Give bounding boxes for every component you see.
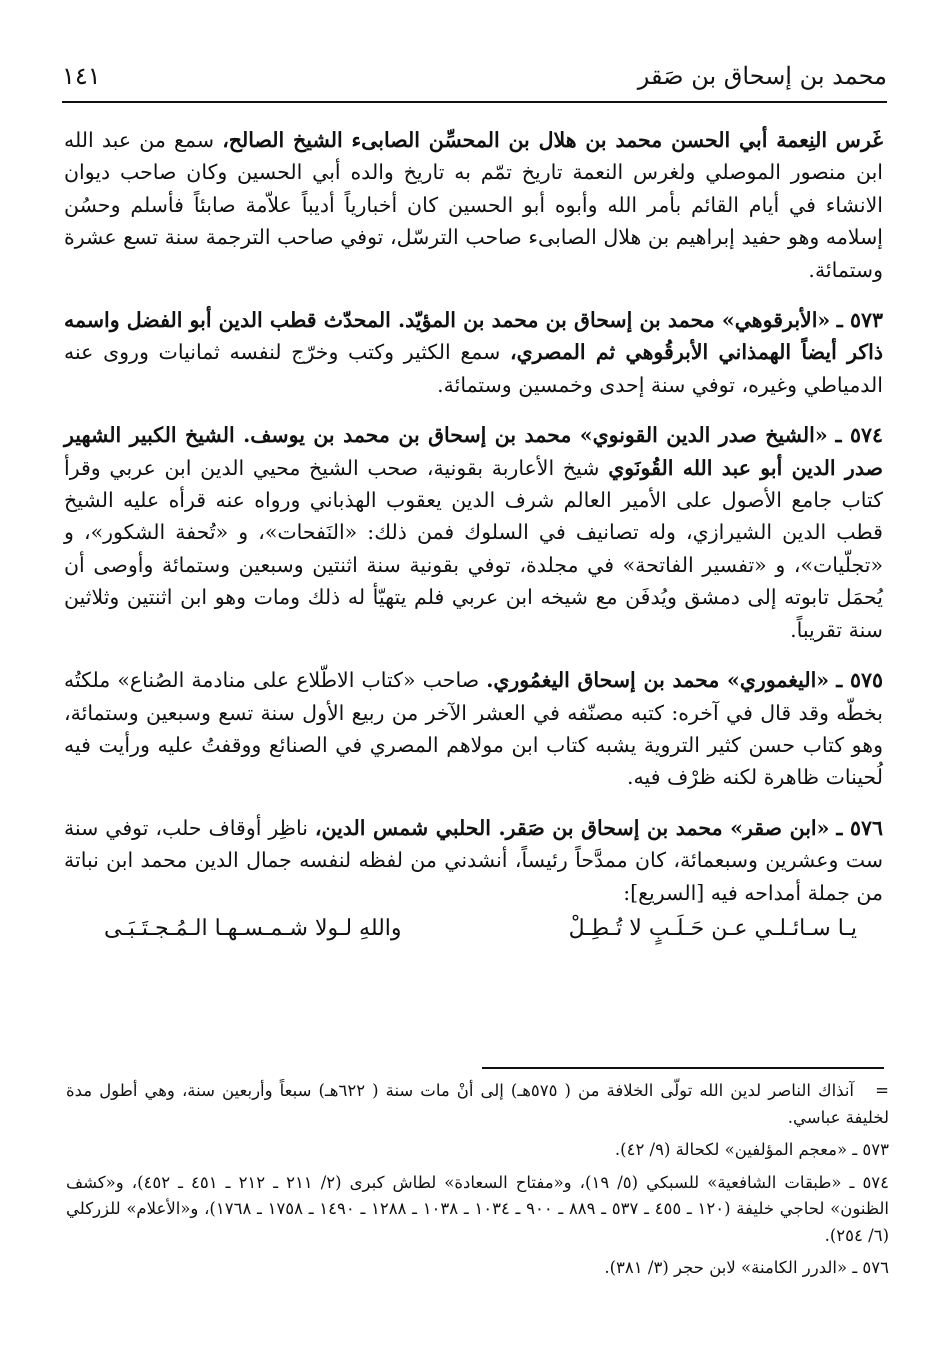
footnote-576: ٥٧٦ ـ «الدرر الكامنة» لابن حجر (٣/ ٣٨١). (604, 1258, 889, 1277)
entry-heading: «ابن صقر» محمد بن إسحاق بن صَقر. الحلبي شمس الدين، (314, 815, 830, 840)
header-rule (62, 101, 887, 103)
entry-continuation (64, 124, 883, 286)
poem-verse (104, 913, 857, 945)
entry-heading: غَرس النِعمة أبي الحسن محمد بن هلال بن المحسِّن الصابىء الشيخ الصالح، (222, 128, 883, 152)
entry-576 (64, 812, 883, 909)
footnotes (66, 1078, 889, 1288)
entry-574 (64, 419, 883, 646)
entry-heading: «اليغموري» محمد بن إسحاق اليغمُوري. (486, 668, 830, 693)
entry-heading: «الأبرقوهي» محمد بن إسحاق بن محمد بن المؤيّد. المحدّث قطب الدين أبو الفضل واسمه ذاكر أيضاً الهمذاني الأبرقُوهي ثم المصري، (64, 308, 883, 365)
entry-text: سمع الكثير وكتب وخرّج لنفسه ثمانيات وروى عنه الدمياطي وغيره، توفي سنة إحدى وخمسين وستمائة. (64, 340, 883, 397)
entry-heading: «الشيخ صدر الدين القونوي» محمد بن إسحاق بن محمد بن يوسف. الشيخ الكبير الشهير صدر الدين أبو عبد الله القُونَوي (64, 423, 883, 480)
footnote-rule (482, 1067, 884, 1069)
entry-text: شيخ الأعاربة بقونية، صحب الشيخ محيي الدين ابن عربي وقرأ كتاب جامع الأصول على الأمير العالم شرف الدين يعقوب الهذباني ورواه عنه قرأه عليه الشيخ قطب الدين الشيرازي، وله تصانيف في السلوك فمن ذلك: «النَفحات»، و «تُحفة الشكور»، و «تجلّيات»، و «تفسير الفاتحة» في مجلدة، توفي بقونية سنة اثنتين وسبعين وستمائة وأوصى أن يُحمَل تابوته إلى دمشق ويُدفَن مع شيخه ابن عربي فلم يتهيّأ له ذلك ومات وهو ابن اثنتين وثلاثين سنة تقريباً. (64, 455, 883, 642)
verse-second-hemistich: واللهِ لـولا شـمـسـهـا الـمُـجـتَـبَـى (104, 915, 402, 941)
footnote-text: آنذاك الناصر لدين الله تولّى الخلافة من ( ٥٧٥هـ) إلى أنْ مات سنة ( ٦٢٢هـ) سبعاً وأربعين سنة، وهي أطول مدة لخليفة عباسي. (66, 1081, 889, 1127)
entry-573 (64, 304, 883, 401)
entry-number: ٥٧٤ ـ (835, 423, 883, 448)
verse-first-hemistich: يـا سـائـلـي عـن حَـلَـبٍ لا تُـطِـلْ (568, 915, 857, 941)
continuation-mark: = (875, 1081, 889, 1100)
page-number: ١٤١ (62, 62, 101, 90)
footnote-continuation (66, 1078, 889, 1131)
footnote-574: ٥٧٤ ـ «طبقات الشافعية» للسبكي (٥/ ١٩)، و«مفتاح السعادة» لطاش كبرى (٢/ ٢١١ ـ ٢١٢ ـ ٤٥١ ـ ٤٥٢)، و«كشف الظنون» لحاجي خليفة (١٢٠ ـ ٤٥٥ ـ ٥٣٧ ـ ٨٨٩ ـ ٩٠٠ ـ ١٠٣٤ ـ ١٠٣٨ ـ ١٢٨٨ ـ ١٤٩٠ ـ ١٧٥٨ ـ ١٧٦٨)، و«الأعلام» للزركلي (٦/ ٢٥٤). (66, 1172, 890, 1245)
entry-text: سمع من عبد الله ابن منصور الموصلي ولغرس النعمة تاريخ تمّم به تاريخ والده أبي الحسين وكان صاحب ديوان الانشاء في أيام القائم بأمر الله وأبوه أبو الحسين كان أخبارياً أديباً علاّمة صابئاً فأسلم وحسُن إسلامه وهو حفيد إبراهيم بن هلال الصابىء صاحب الترسّل، توفي صاحب الترجمة سنة تسع عشرة وستمائة. (64, 128, 883, 282)
entry-number: ٥٧٣ ـ (836, 308, 883, 333)
entry-number: ٥٧٦ ـ (836, 815, 883, 840)
main-text (64, 124, 883, 945)
entry-text: ناظِر أوقاف حلب، توفي سنة ست وعشرين وسبعمائة، كان ممدَّحاً رئيساً، أنشدني من لفظه لنفسه جمال الدين محمد ابن نباتة من جملة أمداحه فيه [السريع]: (64, 815, 883, 905)
footnote-573: ٥٧٣ ـ «معجم المؤلفين» لكحالة (٩/ ٤٢). (614, 1140, 889, 1159)
entry-575 (64, 664, 883, 794)
running-title: محمد بن إسحاق بن صَقر (637, 62, 887, 90)
running-head (62, 56, 887, 96)
entry-text: صاحب «كتاب الاطّلاع على منادمة الصُناع» ملكتُه بخطّه وقد قال في آخره: كتبه مصنّفه في العشر الآخر من ربيع الأول سنة تسع وسبعين وستمائة، وهو كتاب حسن كثير التروية يشبه كتاب ابن مولاهم المصري في الصنائع ووقفتُ عليه ورأيت فيه لُحينات ظاهرة لكنه ظرْف فيه. (64, 668, 883, 790)
entry-number: ٥٧٥ ـ (836, 668, 883, 693)
